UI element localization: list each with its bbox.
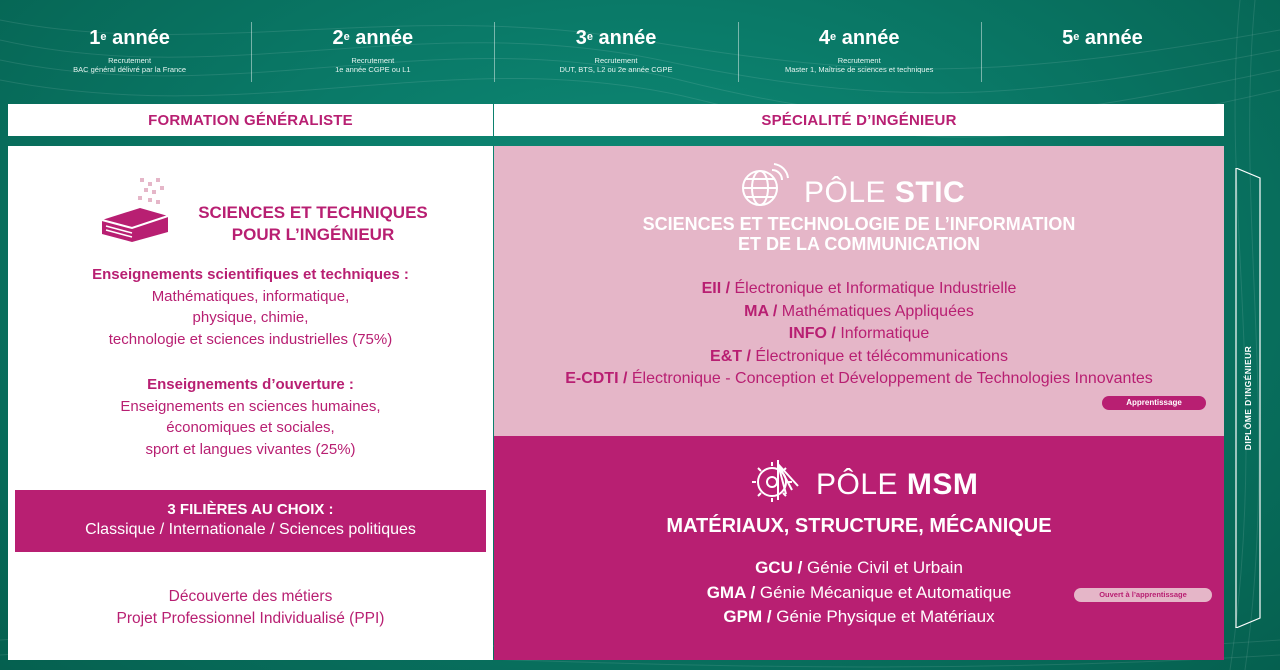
gear-bridge-icon xyxy=(748,456,802,504)
year-5 xyxy=(981,18,1224,90)
pole-msm-panel xyxy=(494,436,1224,660)
diploma-label: DIPLÔME D’INGÉNIEUR xyxy=(1243,345,1253,451)
year-title: 5e année xyxy=(1062,27,1143,49)
apprentissage-badge: Apprentissage xyxy=(1102,396,1206,410)
enseignements-scientifiques: Enseignements scientifiques et techniques : Mathématiques, informatique, physique, chimie, technologie et sciences industrielles (75%) xyxy=(92,266,409,348)
year-recruitment: Recrutement Master 1, Maîtrise de sciences et techniques xyxy=(785,56,934,74)
year-2 xyxy=(251,18,494,90)
section-formation-generaliste: FORMATION GÉNÉRALISTE xyxy=(8,104,493,136)
sti-title: SCIENCES ET TECHNIQUES POUR L’INGÉNIEUR xyxy=(198,203,428,244)
year-4 xyxy=(738,18,981,90)
program-gpm: GPM / Génie Physique et Matériaux xyxy=(723,607,995,626)
year-recruitment: Recrutement DUT, BTS, L2 ou 2e année CGPE xyxy=(559,56,673,74)
year-title: 4e année xyxy=(818,27,900,49)
program-ecdti: E-CDTI / Électronique - Conception et Développement de Technologies Innovantes xyxy=(565,370,1153,388)
year-1 xyxy=(8,18,251,90)
program-gcu: GCU / Génie Civil et Urbain xyxy=(755,558,963,577)
year-title: 1e année xyxy=(89,27,170,49)
pole-stic-subtitle: SCIENCES ET TECHNOLOGIE DE L’INFORMATION ET DE LA COMMUNICATION xyxy=(642,214,1076,254)
generaliste-panel xyxy=(8,146,493,660)
program-ma: MA / Mathématiques Appliquées xyxy=(744,302,974,320)
program-info: INFO / Informatique xyxy=(788,325,930,343)
year-title: 3e année xyxy=(575,27,657,49)
decouverte-metiers: Découverte des métiers Projet Professionnel Individualisé (PPI) xyxy=(116,588,385,627)
year-title: 2e année xyxy=(332,27,414,49)
ouvert-apprentissage-badge: Ouvert à l’apprentissage xyxy=(1074,588,1212,602)
stic-program-list xyxy=(494,278,1224,391)
program-eii: EII / Électronique et Informatique Industrielle xyxy=(701,280,1017,297)
book-icon xyxy=(96,176,172,246)
globe-signal-icon xyxy=(738,162,794,210)
section-specialite-ingenieur: SPÉCIALITÉ D’INGÉNIEUR xyxy=(494,104,1224,136)
filieres-box: 3 FILIÈRES AU CHOIX : Classique / Internationale / Sciences politiques xyxy=(15,490,486,552)
enseignements-ouverture: Enseignements d’ouverture : Enseignements en sciences humaines, économiques et sociales, sport et langues vivantes (25%) xyxy=(120,376,381,458)
years-header xyxy=(8,18,1224,90)
year-3 xyxy=(494,18,737,90)
program-et: E&T / Électronique et télécommunications xyxy=(710,347,1008,365)
pole-stic-panel xyxy=(494,146,1224,436)
pole-msm-subtitle: MATÉRIAUX, STRUCTURE, MÉCANIQUE xyxy=(666,515,1052,537)
pole-stic-title: PÔLE STIC xyxy=(804,176,966,209)
year-recruitment: Recrutement 1e année CGPE ou L1 xyxy=(335,56,411,74)
year-recruitment: Recrutement BAC général délivré par la France xyxy=(73,56,187,74)
program-gma: GMA / Génie Mécanique et Automatique xyxy=(706,582,1012,602)
pole-msm-title: PÔLE MSM xyxy=(816,468,979,501)
